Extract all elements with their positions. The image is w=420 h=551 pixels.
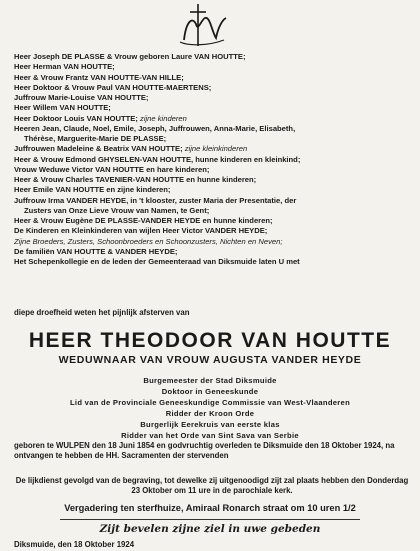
mourner-text: Heer & Vrouw Edmond GHYSELEN-VAN HOUTTE, hunne kinderen en kleinkind; xyxy=(14,154,301,164)
mourner-text: Thérèse, Marguerite-Marie DE PLASSE; xyxy=(24,134,167,143)
mourner-text: Juffrouwen Madeleine & Beatrix VAN HOUTTE; xyxy=(14,144,183,154)
deceased-name: HEER THEODOOR VAN HOUTTE xyxy=(28,329,392,352)
mourners-list xyxy=(14,52,410,267)
mourner-text: Heer & Vrouw Frantz VAN HOUTTE-VAN HILLE; xyxy=(14,72,184,82)
mourner-line xyxy=(14,175,410,185)
mourner-line xyxy=(14,52,410,62)
title-line: Ridder van het Orde van Sint Sava van Serbie xyxy=(121,431,299,440)
mourner-text: Heer Herman VAN HOUTTE; xyxy=(14,62,115,72)
honorific-titles xyxy=(0,375,420,441)
mourner-text: Heer & Vrouw Eugène DE PLASSE-VANDER HEYDE en hunne kinderen; xyxy=(14,216,273,225)
divider xyxy=(60,519,360,520)
mourner-line xyxy=(14,247,410,257)
prayer-text: Zijt bevelen zijne ziel in uwe gebeden xyxy=(99,523,321,535)
widower-line: WEDUWNAAR VAN VROUW AUGUSTA VANDER HEYDE xyxy=(58,354,362,366)
mourner-line xyxy=(14,114,410,124)
mourner-text: Juffrouw Irma VANDER HEYDE, in 't klooster, zuster Maria der Presentatie, der xyxy=(14,195,297,205)
relation-note: zijne kleinkinderen xyxy=(182,144,248,154)
title-line: Ridder der Kroon Orde xyxy=(165,409,255,418)
mourner-line xyxy=(14,185,410,195)
mourner-line xyxy=(14,83,410,93)
mourner-text: Heeren Jean, Claude, Noel, Emile, Joseph, Juffrouwen, Anna-Marie, Elisabeth, xyxy=(14,123,296,133)
mourner-text: Heer & Vrouw Charles TAVENIER-VAN HOUTTE en hunne kinderen; xyxy=(14,175,257,184)
title-line: Burgerlijk Eerekruis van eerste klas xyxy=(140,420,280,429)
title-line: Burgemeester der Stad Diksmuide xyxy=(143,376,277,385)
relation-note: Zijne Broeders, Zusters, Schoonbroeders en Schoonzusters, Nichten en Neven; xyxy=(14,236,283,246)
mourner-line xyxy=(14,226,410,236)
mourner-text: De Kinderen en Kleinkinderen van wijlen Heer Victor VANDER HEYDE; xyxy=(14,226,268,236)
mourner-text: De familiën VAN HOUTTE & VANDER HEYDE; xyxy=(14,246,178,256)
mourner-line xyxy=(14,134,410,144)
title-line: Doktoor in Geneeskunde xyxy=(161,387,259,396)
funeral-text: De lijkdienst gevolgd van de begraving, tot dewelke zij uitgenoodigd zijt zal plaats hebben den Donderdag 23 Oktober om 11 ure in de parochiale kerk. xyxy=(15,476,409,496)
mourner-text: Vrouw Weduwe Victor VAN HOUTTE en hare kinderen; xyxy=(14,164,210,174)
mourner-text: Heer Doktoor & Vrouw Paul VAN HOUTTE-MAERTENS; xyxy=(14,82,212,92)
mourner-line xyxy=(14,62,410,72)
mourner-line xyxy=(14,237,410,247)
announcement-line: diepe droefheid weten het pijnlijk afsterven van xyxy=(14,308,190,317)
meeting-text: Vergadering ten sterfhuize, Amiraal Ronarch straat om 10 uren 1/2 xyxy=(64,503,356,513)
birth-death-text: geboren te WULPEN den 18 Juni 1854 en godvruchtig overleden te Diksmuide den 18 Oktober 1924, na ontvangen te hebben de HH. Sacramenten der stervenden xyxy=(14,441,395,461)
mourner-line xyxy=(14,124,410,134)
mourner-line xyxy=(14,196,410,206)
mourner-line xyxy=(14,144,410,154)
mourner-line xyxy=(14,155,410,165)
mourner-line xyxy=(14,73,410,83)
mourner-line xyxy=(14,206,410,216)
mourner-text: Het Schepenkollegie en de leden der Gemeenteraad van Diksmuide laten U met xyxy=(14,257,300,266)
mourner-line xyxy=(14,216,410,226)
mourner-text: Juffrouw Marie-Louise VAN HOUTTE; xyxy=(14,93,149,102)
relation-note: zijne kinderen xyxy=(137,113,187,123)
mourner-line xyxy=(14,165,410,175)
mourner-line xyxy=(14,93,410,103)
title-line: Lid van de Provinciale Geneeskundige Commissie van West-Vlaanderen xyxy=(69,398,351,407)
place-date: Diksmuide, den 18 Oktober 1924 xyxy=(14,540,135,549)
mourner-text: Zusters van Onze Lieve Vrouw van Namen, te Gent; xyxy=(24,205,210,215)
cross-monogram-icon xyxy=(168,2,232,48)
mourner-text: Heer Joseph DE PLASSE & Vrouw geboren Laure VAN HOUTTE; xyxy=(14,52,246,61)
mourner-line xyxy=(14,103,410,113)
mourner-line xyxy=(14,257,410,267)
mourner-text: Heer Doktoor Louis VAN HOUTTE; xyxy=(14,113,138,123)
mourner-text: Heer Emile VAN HOUTTE en zijne kinderen; xyxy=(14,185,171,195)
mourner-text: Heer Willem VAN HOUTTE; xyxy=(14,103,111,113)
